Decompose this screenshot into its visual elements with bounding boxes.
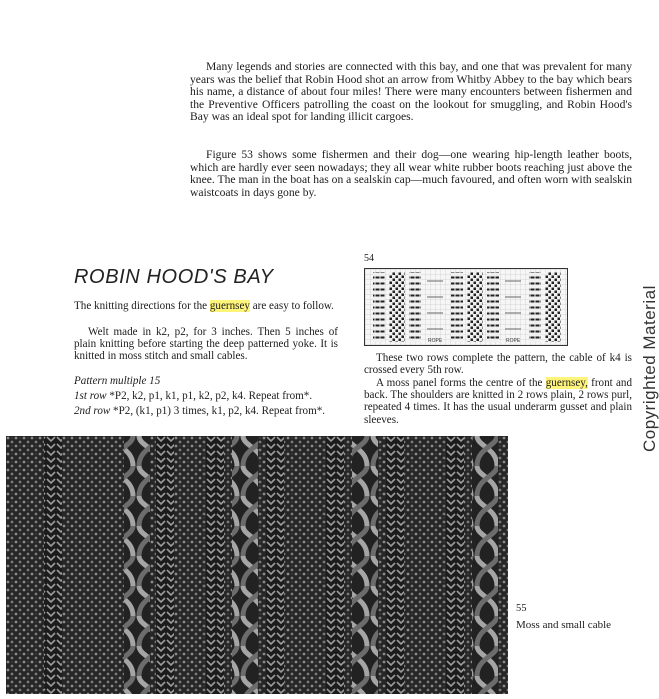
knitted-texture xyxy=(6,436,508,694)
directions-intro-b: are easy to follow. xyxy=(249,300,334,312)
row-1-label: 1st row xyxy=(74,390,107,402)
figure-55-caption: Moss and small cable xyxy=(516,619,612,631)
moss-panel-b: front and back. The shoulders are knitted in 2 rows plain, 2 rows purl, repeated 4 times. It has the usual underarm gusset and plain sleeves. xyxy=(364,377,632,426)
row-1-text: *P2, k2, p1, k1, p1, k2, p2, k4. Repeat from*. xyxy=(106,390,313,402)
welt-instructions: Welt made in k2, p2, for 3 inches. Then 5 inches of plain knitting before starting the deep patterned yoke. It is knitted in moss stitch and small cables. xyxy=(74,326,338,363)
directions-intro-a: The knitting directions for the xyxy=(74,300,210,312)
intro-paragraph-2: Figure 53 shows some fishermen and their dog—one wearing hip-length leather boots, which are hardly ever seen nowadays; they all wear white rubber boots reaching just above the knee. The man in the boat has on a sealskin cap—much favoured, and often worn with sealskin waistcoats in days gone by. xyxy=(190,148,632,199)
row-1-instruction xyxy=(74,390,350,402)
section-title: ROBIN HOOD'S BAY xyxy=(74,266,274,288)
row-2-text: *P2, (k1, p1) 3 times, k1, p2, k4. Repeat from*. xyxy=(110,405,326,417)
highlight-guernsey-2: guernsey, xyxy=(545,377,588,389)
rope-label-1: ROPE xyxy=(428,338,443,344)
intro-paragraph-1: Many legends and stories are connected with this bay, and one that was prevalent for many years was the belief that Robin Hood shot an arrow from Whitby Abbey to the bay which bears his name, a distance of about four miles! There were many encounters between fishermen and the Preventive Officers patrolling the coast on the lookout for smuggling, and Robin Hood's Bay was an ideal spot for landing illicit cargoes. xyxy=(190,60,632,124)
knitted-sample-photo xyxy=(6,436,508,694)
pattern-complete-text: These two rows complete the pattern, the cable of k4 is crossed every 5th row. xyxy=(364,352,632,377)
directions-intro xyxy=(74,300,338,312)
knitting-chart-grid xyxy=(365,269,567,345)
rope-label-2: ROPE xyxy=(506,338,521,344)
row-2-label: 2nd row xyxy=(74,405,111,417)
moss-panel-text xyxy=(364,377,632,426)
row-2-instruction xyxy=(74,405,350,417)
pattern-multiple: Pattern multiple 15 xyxy=(74,375,161,387)
moss-panel-a: A moss panel forms the centre of the xyxy=(376,377,546,389)
figure-54-number: 54 xyxy=(364,253,374,264)
copyright-watermark: Copyrighted Material xyxy=(640,285,659,452)
highlight-guernsey-1: guernsey xyxy=(209,300,250,312)
knitting-chart-54 xyxy=(364,268,568,346)
figure-55-number: 55 xyxy=(516,603,527,614)
